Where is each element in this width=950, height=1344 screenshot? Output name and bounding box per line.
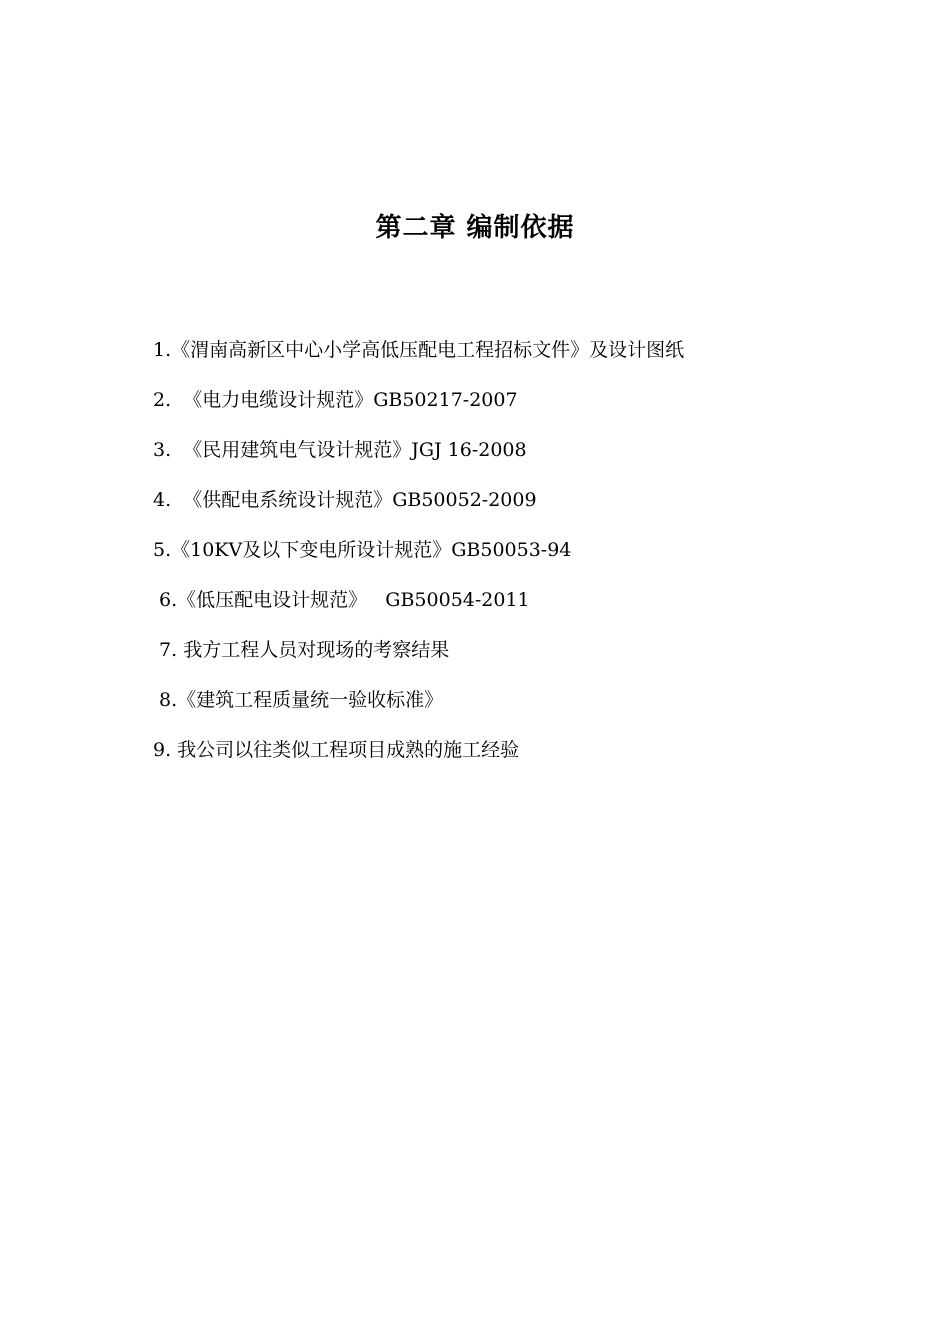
basis-item-4: 4. 《供配电系统设计规范》GB50052-2009 [153, 489, 537, 511]
basis-item-8: 8.《建筑工程质量统一验收标准》 [153, 689, 444, 711]
chapter-title: 第二章 编制依据 [375, 213, 575, 243]
basis-item-9: 9. 我公司以往类似工程项目成熟的施工经验 [153, 739, 520, 761]
basis-item-5: 5.《10KV及以下变电所设计规范》GB50053-94 [153, 539, 572, 561]
basis-item-1: 1.《渭南高新区中心小学高低压配电工程招标文件》及设计图纸 [153, 339, 685, 361]
basis-item-2: 2. 《电力电缆设计规范》GB50217-2007 [153, 389, 518, 411]
basis-item-7: 7. 我方工程人员对现场的考察结果 [153, 639, 450, 661]
basis-item-3: 3. 《民用建筑电气设计规范》JGJ 16-2008 [153, 439, 527, 461]
basis-list [153, 332, 913, 782]
basis-item-6: 6.《低压配电设计规范》 GB50054-2011 [153, 589, 530, 611]
